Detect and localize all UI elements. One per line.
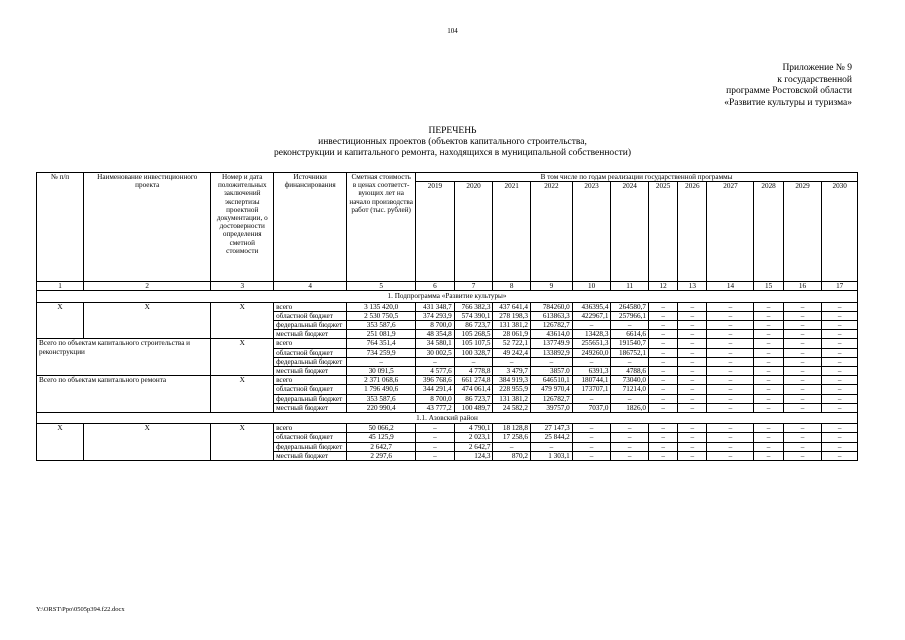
file-path-footer: Y:\ORST\Ppo\0505p394.f22.docx <box>36 606 125 613</box>
col-header-num: № п/п <box>37 173 84 282</box>
value-cell: – <box>572 433 611 442</box>
title-line: ПЕРЕЧЕНЬ <box>428 126 477 136</box>
year-header: 2020 <box>454 182 493 282</box>
value-cell: – <box>649 357 678 366</box>
value-cell: 766 382,3 <box>454 302 493 311</box>
column-index-cell: 3 <box>211 282 274 291</box>
value-cell: – <box>678 357 707 366</box>
value-cell: – <box>783 311 822 320</box>
value-cell: – <box>707 367 754 376</box>
value-cell: 86 723,7 <box>454 394 493 403</box>
value-cell: – <box>707 376 754 385</box>
value-cell: – <box>649 321 678 330</box>
value-cell: – <box>678 330 707 339</box>
value-cell: 105 268,5 <box>454 330 493 339</box>
funding-source: местный бюджет <box>274 330 347 339</box>
value-cell: 436395,4 <box>572 302 611 311</box>
year-header: 2021 <box>493 182 531 282</box>
value-cell: 86 723,7 <box>454 321 493 330</box>
value-cell: – <box>783 442 822 451</box>
value-cell: – <box>822 433 858 442</box>
value-cell: – <box>754 321 783 330</box>
value-cell: – <box>454 357 493 366</box>
value-cell: – <box>707 385 754 394</box>
value-cell: 173707,1 <box>572 385 611 394</box>
value-cell: 124,3 <box>454 451 493 460</box>
value-cell: 13428,3 <box>572 330 611 339</box>
section-heading-row <box>37 413 858 424</box>
year-header: 2029 <box>783 182 822 282</box>
value-cell: – <box>572 394 611 403</box>
value-cell: – <box>822 424 858 433</box>
value-cell: 220 990,4 <box>347 403 416 412</box>
value-cell: – <box>783 394 822 403</box>
value-cell: 479 970,4 <box>531 385 573 394</box>
column-index-row <box>37 282 858 291</box>
value-cell: 186752,1 <box>611 348 649 357</box>
value-cell: – <box>531 357 573 366</box>
value-cell: 100 328,7 <box>454 348 493 357</box>
value-cell: – <box>649 367 678 376</box>
value-cell: – <box>611 442 649 451</box>
value-cell: – <box>783 321 822 330</box>
value-cell: 255651,3 <box>572 339 611 348</box>
value-cell: 43614,0 <box>531 330 573 339</box>
col-header-cost: Сметная стоимость в ценах соответст-вующих лет на начало производства работ (тыс. рублей) <box>347 173 416 282</box>
value-cell: – <box>649 385 678 394</box>
value-cell: – <box>822 451 858 460</box>
column-index-cell: 12 <box>649 282 678 291</box>
value-cell: 1826,0 <box>611 403 649 412</box>
value-cell: – <box>572 451 611 460</box>
value-cell: – <box>707 403 754 412</box>
year-header: 2030 <box>822 182 858 282</box>
value-cell: – <box>822 311 858 320</box>
appendix-line: к государственной <box>777 74 852 85</box>
appendix-block <box>690 63 852 109</box>
value-cell: 50 066,2 <box>347 424 416 433</box>
value-cell: – <box>678 403 707 412</box>
value-cell: – <box>822 442 858 451</box>
value-cell: – <box>754 302 783 311</box>
value-cell: – <box>754 376 783 385</box>
value-cell: 251 081,9 <box>347 330 416 339</box>
column-index-cell: 5 <box>347 282 416 291</box>
value-cell: – <box>707 451 754 460</box>
year-header: 2027 <box>707 182 754 282</box>
column-index-cell: 9 <box>531 282 573 291</box>
value-cell: – <box>649 451 678 460</box>
value-cell: 2 642,7 <box>347 442 416 451</box>
value-cell: 133892,9 <box>531 348 573 357</box>
value-cell: – <box>783 367 822 376</box>
funding-source: местный бюджет <box>274 367 347 376</box>
value-cell: 2 297,6 <box>347 451 416 460</box>
value-cell: – <box>611 424 649 433</box>
value-cell: – <box>822 302 858 311</box>
value-cell: – <box>783 302 822 311</box>
value-cell: 474 061,4 <box>454 385 493 394</box>
value-cell: – <box>611 394 649 403</box>
value-cell: – <box>678 302 707 311</box>
value-cell: 43 777,2 <box>416 403 455 412</box>
value-cell: – <box>678 433 707 442</box>
value-cell: 28 061,9 <box>493 330 531 339</box>
funding-source: всего <box>274 424 347 433</box>
value-cell: 353 587,6 <box>347 321 416 330</box>
value-cell: – <box>416 442 455 451</box>
funding-source: областной бюджет <box>274 348 347 357</box>
value-cell: – <box>754 442 783 451</box>
column-index-cell: 11 <box>611 282 649 291</box>
value-cell: 422967,1 <box>572 311 611 320</box>
table-row <box>37 424 858 433</box>
value-cell: – <box>493 442 531 451</box>
column-index-cell: 10 <box>572 282 611 291</box>
section-heading: 1. Подпрограмма «Развитие культуры» <box>37 291 858 302</box>
value-cell: 48 354,8 <box>416 330 455 339</box>
year-header: 2026 <box>678 182 707 282</box>
year-header: 2023 <box>572 182 611 282</box>
value-cell: 126782,7 <box>531 394 573 403</box>
value-cell: – <box>783 385 822 394</box>
value-cell: – <box>707 321 754 330</box>
col-header-expertise: Номер и дата положительных заключений экспертизы проектной документации, о достоверности определения сметной стоимости <box>211 173 274 282</box>
value-cell: 3 479,7 <box>493 367 531 376</box>
appendix-line: «Развитие культуры и туризма» <box>724 97 852 108</box>
value-cell: – <box>678 339 707 348</box>
value-cell: 30 091,5 <box>347 367 416 376</box>
value-cell: 71214,0 <box>611 385 649 394</box>
value-cell: – <box>783 339 822 348</box>
value-cell: 8 700,0 <box>416 394 455 403</box>
value-cell: 2 642,7 <box>454 442 493 451</box>
appendix-line: программе Ростовской области <box>726 86 852 96</box>
value-cell: 27 147,3 <box>531 424 573 433</box>
value-cell: 25 844,2 <box>531 433 573 442</box>
column-index-cell: 2 <box>84 282 211 291</box>
group-label: Всего по объектам капитального ремонта <box>37 376 211 413</box>
expertise-cell: X <box>211 376 274 413</box>
funding-source: областной бюджет <box>274 433 347 442</box>
value-cell: – <box>783 403 822 412</box>
value-cell: – <box>649 424 678 433</box>
project-name: X <box>84 302 211 339</box>
value-cell: 131 381,2 <box>493 321 531 330</box>
value-cell: 137749.9 <box>531 339 573 348</box>
investment-projects-table <box>36 172 858 461</box>
value-cell: – <box>707 330 754 339</box>
value-cell: 73040,0 <box>611 376 649 385</box>
value-cell: 4 778,8 <box>454 367 493 376</box>
value-cell: – <box>611 433 649 442</box>
value-cell: 353 587,6 <box>347 394 416 403</box>
column-index-cell: 7 <box>454 282 493 291</box>
value-cell: – <box>822 367 858 376</box>
value-cell: – <box>678 376 707 385</box>
title-line: инвестиционных проектов (объектов капитального строительства, <box>318 137 587 147</box>
value-cell: – <box>822 385 858 394</box>
funding-source: федеральный бюджет <box>274 357 347 366</box>
value-cell: 30 002,5 <box>416 348 455 357</box>
value-cell: 8 700,0 <box>416 321 455 330</box>
header-row <box>37 173 858 182</box>
value-cell: – <box>822 376 858 385</box>
value-cell: 3857.0 <box>531 367 573 376</box>
funding-source: всего <box>274 339 347 348</box>
project-name: X <box>84 424 211 461</box>
year-header: 2024 <box>611 182 649 282</box>
value-cell: 249260,0 <box>572 348 611 357</box>
value-cell: – <box>783 357 822 366</box>
value-cell: – <box>707 302 754 311</box>
value-cell: 278 198,3 <box>493 311 531 320</box>
table-body <box>37 291 858 461</box>
table-row <box>37 302 858 311</box>
value-cell: – <box>572 321 611 330</box>
value-cell: 18 128,8 <box>493 424 531 433</box>
value-cell: 734 259,9 <box>347 348 416 357</box>
value-cell: – <box>572 357 611 366</box>
value-cell: 764 351,4 <box>347 339 416 348</box>
funding-source: областной бюджет <box>274 385 347 394</box>
title-line: реконструкции и капитального ремонта, находящихся в муниципальной собственности) <box>273 148 632 158</box>
value-cell: – <box>649 348 678 357</box>
value-cell: – <box>649 433 678 442</box>
column-index-cell: 4 <box>274 282 347 291</box>
value-cell: – <box>649 376 678 385</box>
funding-source: федеральный бюджет <box>274 394 347 403</box>
column-index-cell: 15 <box>754 282 783 291</box>
value-cell: 191540,7 <box>611 339 649 348</box>
funding-source: всего <box>274 376 347 385</box>
year-header: 2025 <box>649 182 678 282</box>
value-cell: 431 348,7 <box>416 302 455 311</box>
value-cell: 17 258,6 <box>493 433 531 442</box>
value-cell: 49 242,4 <box>493 348 531 357</box>
page-number: 104 <box>447 27 458 35</box>
expertise-cell: X <box>211 302 274 339</box>
value-cell: 264580,7 <box>611 302 649 311</box>
value-cell: 613863,3 <box>531 311 573 320</box>
value-cell: – <box>649 403 678 412</box>
value-cell: – <box>572 424 611 433</box>
value-cell: 344 291,4 <box>416 385 455 394</box>
value-cell: – <box>493 357 531 366</box>
value-cell: 4 790,1 <box>454 424 493 433</box>
value-cell: – <box>649 339 678 348</box>
value-cell: – <box>572 442 611 451</box>
value-cell: 2 530 750,5 <box>347 311 416 320</box>
value-cell: 52 722,1 <box>493 339 531 348</box>
column-index-cell: 13 <box>678 282 707 291</box>
value-cell: 396 768,6 <box>416 376 455 385</box>
year-header: 2019 <box>416 182 455 282</box>
col-header-source: Источники финансирования <box>274 173 347 282</box>
value-cell: – <box>754 330 783 339</box>
value-cell: 384 919,3 <box>493 376 531 385</box>
value-cell: 24 582,2 <box>493 403 531 412</box>
column-index-cell: 1 <box>37 282 84 291</box>
value-cell: 374 293,9 <box>416 311 455 320</box>
value-cell: – <box>678 311 707 320</box>
project-number: X <box>37 302 84 339</box>
value-cell: 2 371 068,6 <box>347 376 416 385</box>
value-cell: – <box>416 433 455 442</box>
value-cell: 105 107,5 <box>454 339 493 348</box>
column-index-cell: 16 <box>783 282 822 291</box>
value-cell: – <box>678 451 707 460</box>
value-cell: 228 955,9 <box>493 385 531 394</box>
funding-source: всего <box>274 302 347 311</box>
col-header-name: Наименование инвестиционного проекта <box>84 173 211 282</box>
funding-source: местный бюджет <box>274 451 347 460</box>
value-cell: – <box>754 348 783 357</box>
expertise-cell: X <box>211 424 274 461</box>
value-cell: – <box>611 357 649 366</box>
value-cell: – <box>754 451 783 460</box>
value-cell: 34 580,1 <box>416 339 455 348</box>
value-cell: – <box>783 433 822 442</box>
group-label: Всего по объектам капитального строительства и реконструкции <box>37 339 211 376</box>
value-cell: – <box>707 357 754 366</box>
value-cell: – <box>754 403 783 412</box>
column-index-cell: 17 <box>822 282 858 291</box>
year-header: 2022 <box>531 182 573 282</box>
value-cell: 661 274,8 <box>454 376 493 385</box>
funding-source: областной бюджет <box>274 311 347 320</box>
expertise-cell: X <box>211 339 274 376</box>
appendix-line: Приложение № 9 <box>782 63 852 73</box>
table-row <box>37 339 858 348</box>
table-row <box>37 376 858 385</box>
value-cell: 4 577,6 <box>416 367 455 376</box>
column-index-cell: 6 <box>416 282 455 291</box>
value-cell: – <box>754 433 783 442</box>
value-cell: – <box>822 330 858 339</box>
value-cell: – <box>822 357 858 366</box>
value-cell: 6391,3 <box>572 367 611 376</box>
value-cell: – <box>754 339 783 348</box>
value-cell: – <box>707 311 754 320</box>
value-cell: – <box>649 394 678 403</box>
value-cell: – <box>611 321 649 330</box>
value-cell: – <box>649 311 678 320</box>
section-heading-row <box>37 291 858 302</box>
value-cell: 39757,0 <box>531 403 573 412</box>
value-cell: – <box>707 433 754 442</box>
project-number: X <box>37 424 84 461</box>
value-cell: – <box>822 321 858 330</box>
section-heading: 1.1. Азовский район <box>37 413 858 424</box>
value-cell: – <box>783 348 822 357</box>
value-cell: 180744,1 <box>572 376 611 385</box>
value-cell: – <box>822 403 858 412</box>
document-title <box>0 126 905 159</box>
value-cell: – <box>678 424 707 433</box>
value-cell: 3 135 420,0 <box>347 302 416 311</box>
value-cell: 6614,6 <box>611 330 649 339</box>
value-cell: – <box>822 394 858 403</box>
value-cell: – <box>611 451 649 460</box>
value-cell: 257966,1 <box>611 311 649 320</box>
value-cell: – <box>754 367 783 376</box>
year-header: 2028 <box>754 182 783 282</box>
value-cell: – <box>416 357 455 366</box>
value-cell: 100 489,7 <box>454 403 493 412</box>
value-cell: – <box>822 348 858 357</box>
value-cell: – <box>754 424 783 433</box>
value-cell: 784260,0 <box>531 302 573 311</box>
value-cell: 646510,1 <box>531 376 573 385</box>
value-cell: – <box>416 424 455 433</box>
value-cell: 45 125,9 <box>347 433 416 442</box>
value-cell: – <box>754 385 783 394</box>
value-cell: 870,2 <box>493 451 531 460</box>
value-cell: 2 023,1 <box>454 433 493 442</box>
value-cell: 574 390,1 <box>454 311 493 320</box>
value-cell: – <box>649 442 678 451</box>
value-cell: 131 381,2 <box>493 394 531 403</box>
value-cell: 126782,7 <box>531 321 573 330</box>
value-cell: – <box>678 394 707 403</box>
value-cell: 1 303,1 <box>531 451 573 460</box>
value-cell: – <box>678 367 707 376</box>
value-cell: – <box>754 357 783 366</box>
value-cell: – <box>783 376 822 385</box>
funding-source: федеральный бюджет <box>274 442 347 451</box>
value-cell: – <box>754 311 783 320</box>
value-cell: – <box>649 302 678 311</box>
value-cell: – <box>707 424 754 433</box>
value-cell: – <box>678 442 707 451</box>
value-cell: – <box>707 394 754 403</box>
value-cell: – <box>678 321 707 330</box>
value-cell: – <box>347 357 416 366</box>
value-cell: 7037,0 <box>572 403 611 412</box>
value-cell: – <box>707 339 754 348</box>
column-index-cell: 14 <box>707 282 754 291</box>
value-cell: – <box>822 339 858 348</box>
funding-source: федеральный бюджет <box>274 321 347 330</box>
value-cell: 437 641,4 <box>493 302 531 311</box>
value-cell: – <box>678 385 707 394</box>
value-cell: – <box>754 394 783 403</box>
value-cell: – <box>678 348 707 357</box>
value-cell: – <box>707 442 754 451</box>
value-cell: – <box>783 424 822 433</box>
value-cell: – <box>783 451 822 460</box>
col-header-years-group: В том числе по годам реализации государственной программы <box>416 173 858 182</box>
value-cell: 4788,6 <box>611 367 649 376</box>
value-cell: – <box>707 348 754 357</box>
value-cell: – <box>783 330 822 339</box>
value-cell: 1 796 490,6 <box>347 385 416 394</box>
value-cell: – <box>649 330 678 339</box>
column-index-cell: 8 <box>493 282 531 291</box>
value-cell: – <box>416 451 455 460</box>
value-cell: – <box>531 442 573 451</box>
funding-source: местный бюджет <box>274 403 347 412</box>
